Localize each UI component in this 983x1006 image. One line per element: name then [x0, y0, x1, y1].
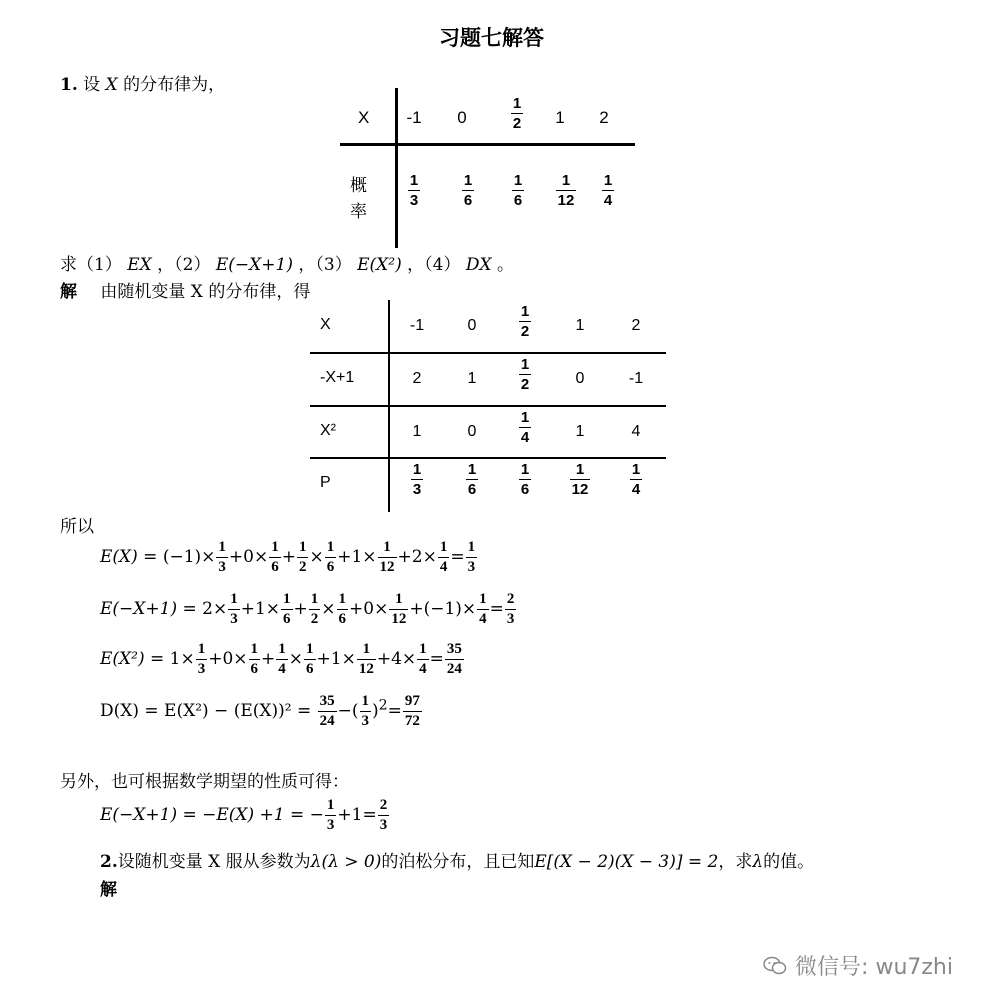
q2-lambda: λ: [752, 852, 764, 872]
alternative-note: 另外，也可根据数学期望的性质可得：: [60, 772, 349, 792]
frac: $\frac{1}{4}$: [479, 591, 487, 627]
frac: $\frac{1}{3}$: [467, 539, 476, 575]
frac: $\frac{2}{3}$: [379, 797, 388, 833]
table-head-prob: [350, 173, 367, 225]
table-2-cell: [458, 317, 486, 335]
ask-3-expr: E(X²): [357, 255, 402, 275]
cell-value: 2: [599, 108, 609, 127]
table-2-head: X²: [320, 422, 336, 439]
table-1-x-cell: [450, 108, 474, 128]
table-1-p-cell: [454, 173, 482, 208]
frac: $\frac{1}{4}$: [278, 641, 286, 677]
table-2-cell: [511, 410, 539, 445]
fraction-value: $\frac{1}{3}$: [409, 172, 419, 209]
ask-2-expr: E(−X+1): [215, 255, 293, 275]
eq4-lhs: D(X) = E(X²) − (E(X))² =: [100, 701, 312, 721]
table-1-p-cell: [400, 173, 428, 208]
table-head-prob-2: 率: [350, 202, 367, 222]
equation-e-neg-x-plus-1: E(−X+1) = 2× $\frac{1}{3}$ +1× $\frac{1}{6}$ + $\frac{1}{2}$ × $\frac{1}{6}$ +0× $\frac{1}{12}$ +(−1)× $\frac{1}{4}$ = $\frac{2}{3}$: [100, 591, 515, 627]
frac: $\frac{97}{72}$: [404, 693, 420, 729]
eq5-lhs: E(−X+1) = −E(X) +1 = −: [100, 805, 324, 825]
table-2-cell: [622, 317, 650, 335]
cell-value: 2: [412, 370, 422, 387]
solution-label: 解: [60, 282, 77, 302]
table-row-rule: [310, 457, 666, 459]
fraction-value: $\frac{1}{4}$: [631, 461, 641, 498]
q2-text-b: 的泊松分布，且已知: [381, 852, 535, 872]
fraction-value: $\frac{1}{4}$: [603, 172, 613, 209]
frac: $\frac{1}{6}$: [326, 539, 335, 575]
frac: $\frac{1}{4}$: [439, 539, 448, 575]
fraction-value: $\frac{1}{2}$: [520, 303, 530, 340]
cell-value: -1: [409, 317, 425, 334]
table-2-cell: [511, 357, 539, 392]
q2-text-c: ，求: [718, 852, 753, 872]
equation-ex: E(X) = (−1)× $\frac{1}{3}$ +0× $\frac{1}{6}$ + $\frac{1}{2}$ × $\frac{1}{6}$ +1× $\frac{1}{12}$ +2× $\frac{1}{4}$ = $\frac{1}{3}$: [100, 539, 476, 575]
table-2-cell: [403, 370, 431, 388]
solution-text: 由随机变量 X 的分布律，得: [100, 282, 311, 302]
equation-dx: D(X) = E(X²) − (E(X))² = $\frac{35}{24}$ −( $\frac{1}{3}$ )$^2$= $\frac{97}{72}$: [100, 693, 420, 729]
cell-value: -1: [628, 370, 644, 387]
question-2-number: 2.: [100, 852, 118, 872]
ask-3: ，（3）: [298, 255, 352, 275]
fraction-value: $\frac{1}{3}$: [412, 461, 422, 498]
table-2-head: -X+1: [320, 369, 355, 386]
ask-end: 。: [497, 255, 514, 275]
cell-value: 2: [631, 317, 641, 334]
table-2-cell: [458, 462, 486, 497]
frac: $\frac{2}{3}$: [506, 591, 515, 627]
table-1-x-cell: [505, 96, 529, 131]
ask-4: ，（4）: [407, 255, 461, 275]
fraction-value: $\frac{1}{2}$: [520, 356, 530, 393]
question-2: [100, 847, 814, 872]
table-row-rule: [310, 405, 666, 407]
table-horizontal-rule: [340, 143, 635, 146]
q2-text-a: 设随机变量 X 服从参数为: [117, 852, 311, 872]
fraction-value: $\frac{1}{12}$: [571, 461, 589, 498]
table-2-cell: [403, 462, 431, 497]
cell-value: 1: [575, 317, 585, 334]
table-2-cell: [622, 423, 650, 441]
ask-4-expr: DX: [465, 255, 492, 275]
cell-value: 0: [457, 108, 467, 127]
fraction-value: $\frac{1}{12}$: [557, 172, 575, 209]
cell-value: 1: [467, 370, 477, 387]
frac: $\frac{1}{3}$: [326, 797, 335, 833]
table-2-cell: [566, 462, 594, 497]
table-2-cell: [622, 462, 650, 497]
frac: $\frac{1}{12}$: [391, 591, 407, 627]
solution-intro: [60, 277, 310, 302]
equation-alt: E(−X+1) = −E(X) +1 = − $\frac{1}{3}$ +1= $\frac{2}{3}$: [100, 797, 388, 833]
ask-2: ，（2）: [157, 255, 211, 275]
ask-1: 求（1）: [60, 255, 122, 275]
cell-value: 0: [467, 423, 477, 440]
question-2-answer-label: 解: [100, 880, 117, 900]
eq2-lhs: E(−X+1) =: [100, 599, 197, 619]
table-head-prob-1: 概: [350, 176, 367, 196]
frac: $\frac{1}{3}$: [361, 693, 369, 729]
question-1-ask: [60, 250, 514, 275]
table-head-x: X: [358, 108, 370, 127]
eq3-lhs: E(X²) =: [100, 649, 165, 669]
table-2-cell: [403, 317, 431, 335]
table-1-p-cell: [504, 173, 532, 208]
distribution-table-1: [340, 88, 640, 248]
frac: $\frac{1}{3}$: [218, 539, 226, 575]
fraction-value: $\frac{1}{6}$: [463, 172, 473, 209]
ask-1-expr: EX: [127, 255, 152, 275]
so-label: 所以: [60, 517, 94, 537]
cell-value: 0: [575, 370, 585, 387]
fraction-value: $\frac{1}{6}$: [513, 172, 523, 209]
table-2-cell: [403, 423, 431, 441]
table-2-head: X: [320, 316, 331, 333]
question-1-number: 1.: [60, 75, 78, 95]
table-row-rule: [310, 352, 666, 354]
frac: $\frac{1}{2}$: [298, 539, 307, 575]
frac: $\frac{1}{6}$: [306, 641, 314, 677]
table-2-cell: [458, 370, 486, 388]
table-1-x-cell: [548, 108, 572, 128]
frac: $\frac{1}{3}$: [197, 641, 206, 677]
fraction-value: $\frac{1}{4}$: [520, 409, 530, 446]
fraction-value: $\frac{1}{6}$: [467, 461, 477, 498]
intro-post: 的分布律为，: [123, 75, 226, 95]
watermark: [763, 950, 953, 981]
table-2-cell: [458, 423, 486, 441]
cell-value: 1: [575, 423, 585, 440]
cell-value: 1: [555, 108, 565, 127]
frac: $\frac{35}{24}$: [319, 693, 335, 729]
table-1-p-cell: [594, 173, 622, 208]
table-2-cell: [622, 370, 650, 388]
frac: $\frac{1}{12}$: [358, 641, 374, 677]
frac: $\frac{35}{24}$: [446, 641, 462, 677]
frac: $\frac{1}{6}$: [271, 539, 279, 575]
table-2-cell: [566, 317, 594, 335]
equation-ex2: E(X²) = 1× $\frac{1}{3}$ +0× $\frac{1}{6}$ + $\frac{1}{4}$ × $\frac{1}{6}$ +1× $\frac{1}{12}$ +4× $\frac{1}{4}$ = $\frac{35}{24}$: [100, 641, 462, 677]
wechat-icon: [763, 956, 787, 976]
frac: $\frac{1}{6}$: [250, 641, 259, 677]
table-vertical-rule: [395, 88, 398, 248]
table-1-x-cell: [402, 108, 426, 128]
cell-value: -1: [406, 108, 422, 127]
watermark-text: 微信号: wu7zhi: [795, 955, 953, 980]
q2-condition: E[(X − 2)(X − 3)] = 2: [534, 852, 719, 872]
page-title: 习题七解答: [439, 26, 544, 50]
table-2-cell: [566, 423, 594, 441]
frac: $\frac{1}{2}$: [310, 591, 319, 627]
cell-value: 0: [467, 317, 477, 334]
frac: $\frac{1}{6}$: [283, 591, 291, 627]
intro-var: X: [105, 75, 118, 95]
question-1-intro: [60, 70, 225, 95]
intro-pre: 设: [83, 75, 101, 95]
table-2-cell: [511, 462, 539, 497]
table-1-x-cell: [592, 108, 616, 128]
table-2-cell: [566, 370, 594, 388]
cell-value: 4: [631, 423, 641, 440]
table-1-p-cell: [552, 173, 580, 208]
fraction-value: $\frac{1}{6}$: [520, 461, 530, 498]
frac: $\frac{1}{6}$: [338, 591, 347, 627]
frac: $\frac{1}{4}$: [419, 641, 427, 677]
table-2-cell: [511, 304, 539, 339]
table-2-head: P: [320, 474, 331, 491]
frac: $\frac{1}{12}$: [379, 539, 395, 575]
frac: $\frac{1}{3}$: [230, 591, 238, 627]
q2-text-d: 的值。: [763, 852, 815, 872]
distribution-table-2: [310, 300, 670, 512]
eq1-lhs: E(X) =: [100, 547, 158, 567]
q2-lambda-expr: λ(λ > 0): [310, 852, 382, 872]
cell-value: 1: [412, 423, 422, 440]
fraction-value: $\frac{1}{2}$: [512, 95, 522, 132]
